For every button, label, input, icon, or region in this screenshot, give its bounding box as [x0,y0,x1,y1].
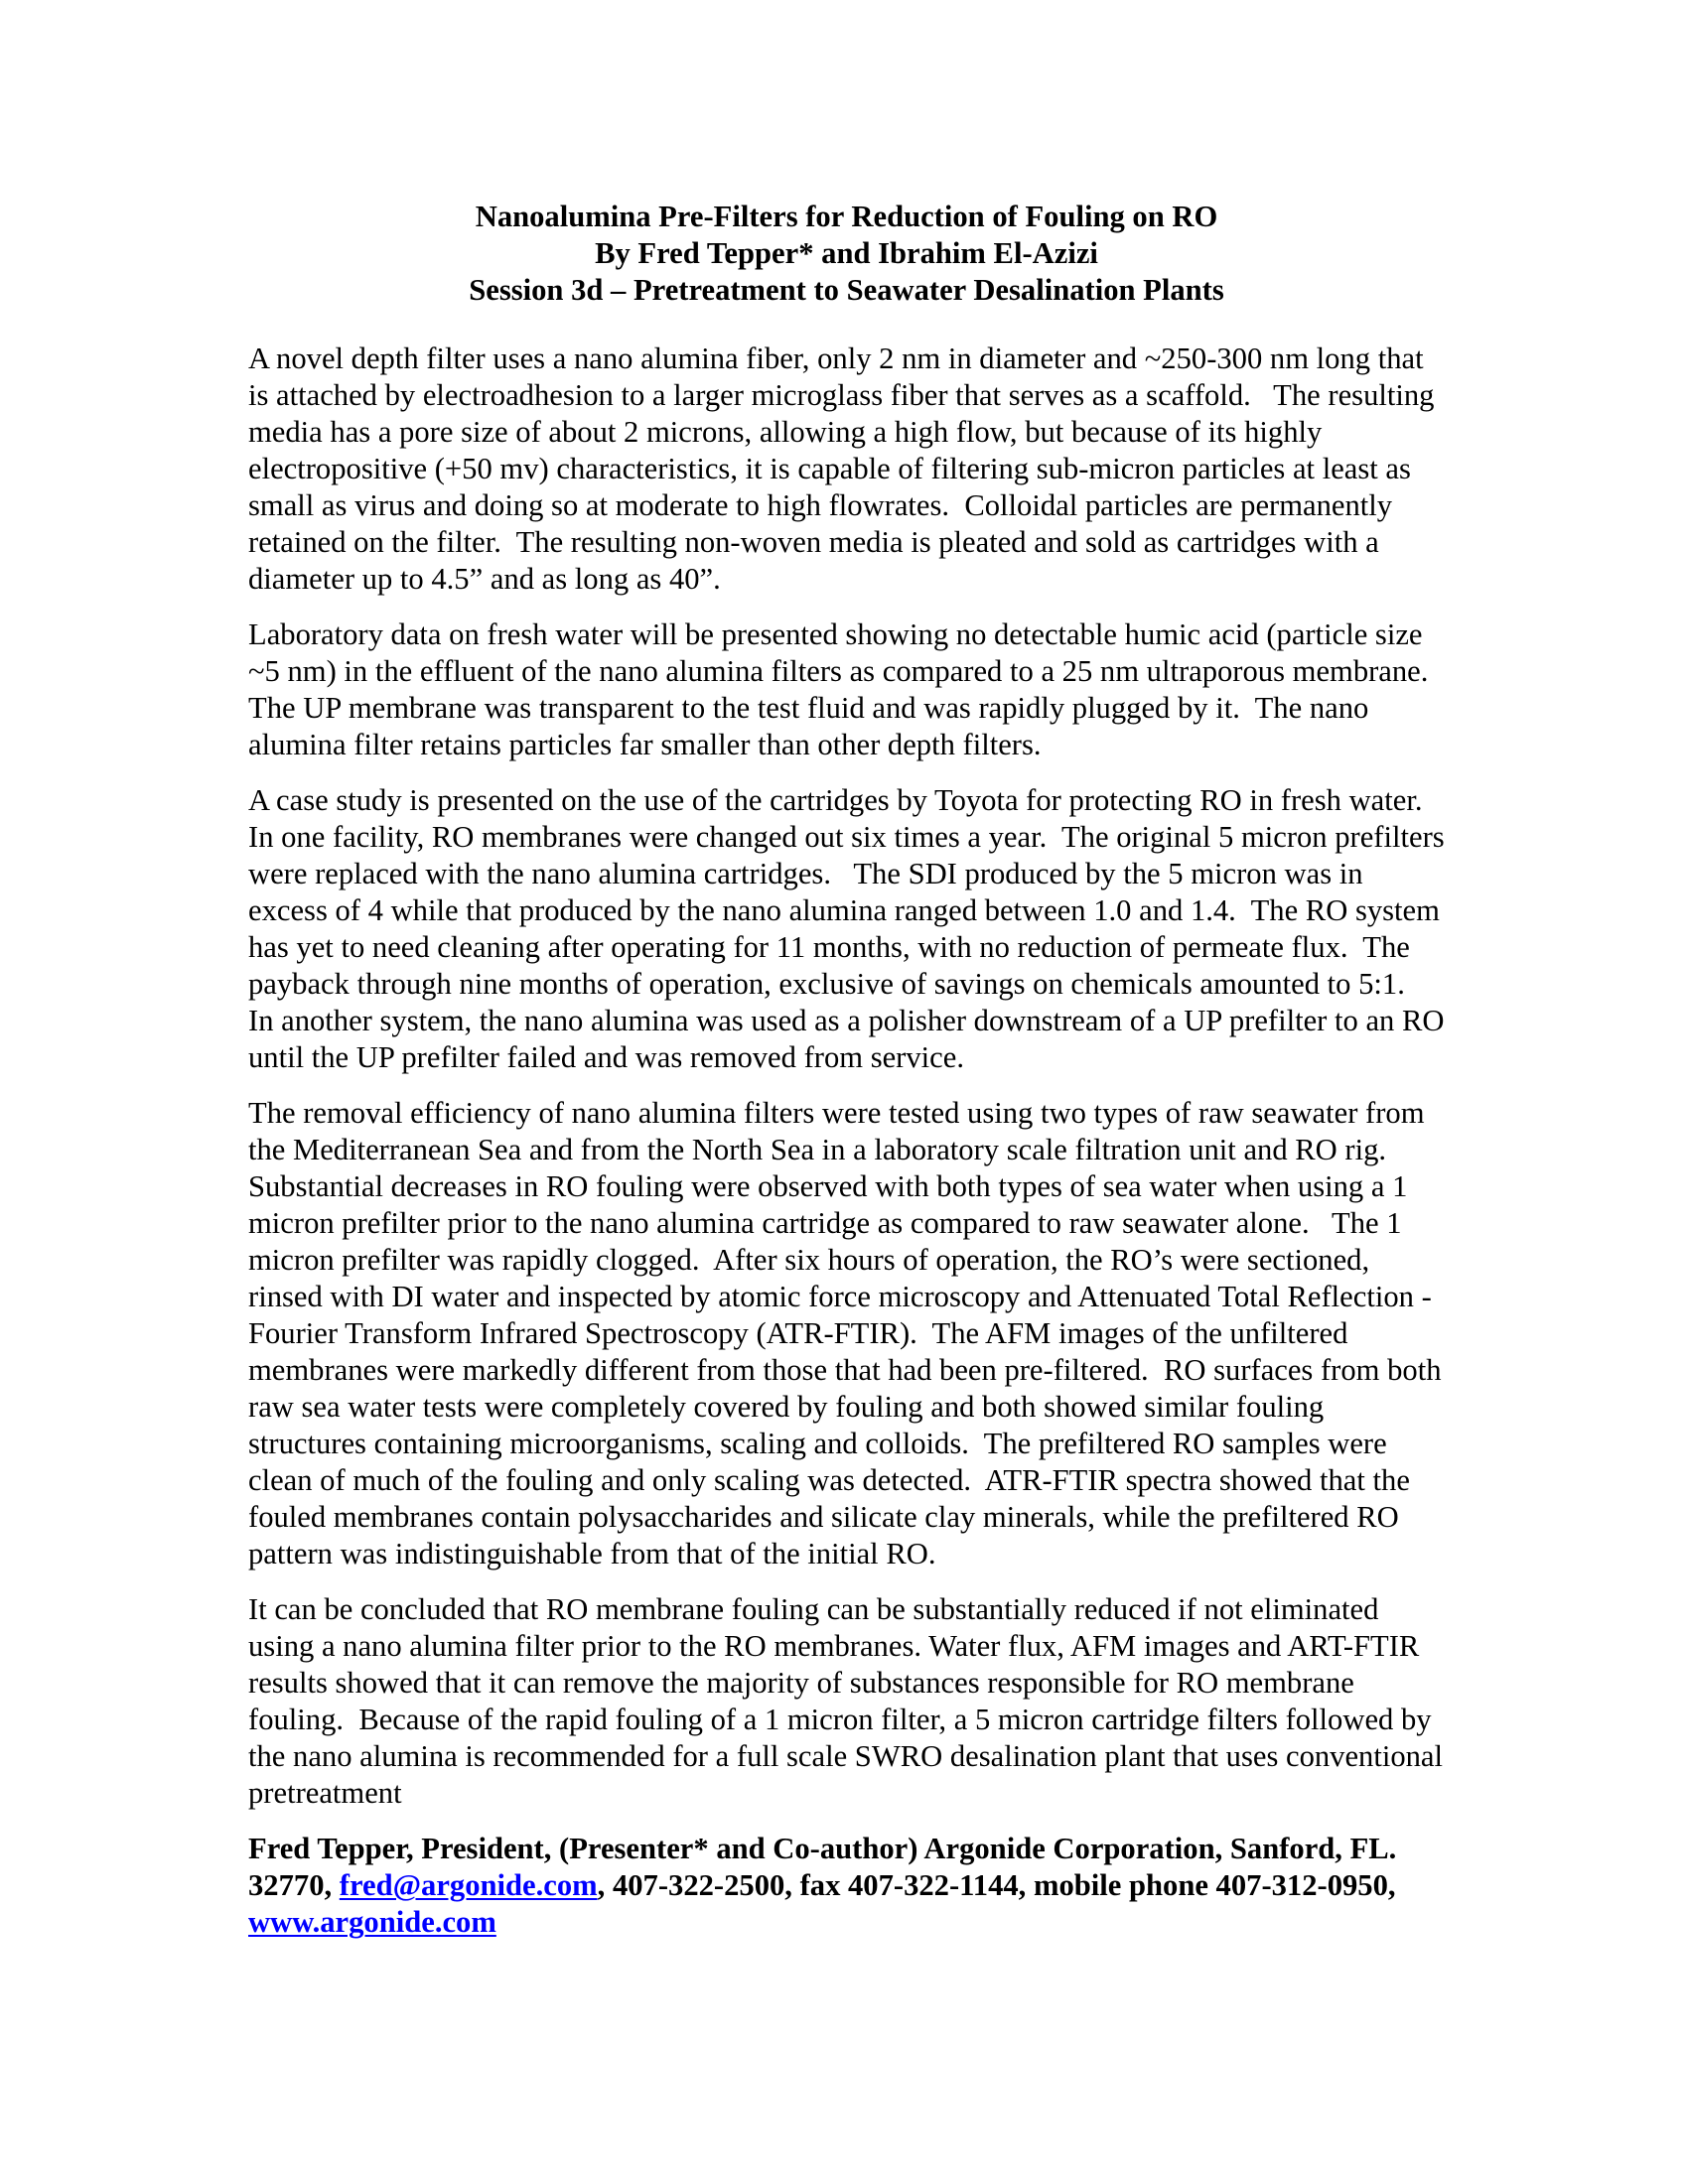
document-header [248,199,1445,309]
paragraph-lab-data: Laboratory data on fresh water will be presented showing no detectable humic acid (particle size ~5 nm) in the effluent of the nano alumina filters as compared to a 25 nm ultraporous membrane. The UP membrane was transparent to the test fluid and was rapidly plugged by it. The nano alumina filter retains particles far smaller than other depth filters. [248,617,1444,761]
contact-text-after-email: , 407-322-2500, fax 407-322-1144, mobile phone 407-312-0950, [597,1868,1404,1902]
paragraph-seawater-tests: The removal efficiency of nano alumina filters were tested using two types of raw seawater from the Mediterranean Sea and from the North Sea in a laboratory scale filtration unit and RO rig. Substantial decreases in RO fouling were observed with both types of sea water when using a 1 micron prefilter prior to the nano alumina cartridge as compared to raw seawater alone. The 1 micron prefilter was rapidly clogged. After six hours of operation, the RO’s were sectioned, rinsed with DI water and inspected by atomic force microscopy and Attenuated Total Reflection - Fourier Transform Infrared Spectroscopy (ATR-FTIR). The AFM images of the unfiltered membranes were markedly different from those that had been pre-filtered. RO surfaces from both raw sea water tests were completely covered by fouling and both showed similar fouling structures containing microorganisms, scaling and colloids. The prefiltered RO samples were clean of much of the fouling and only scaling was detected. ATR-FTIR spectra showed that the fouled membranes contain polysaccharides and silicate clay minerals, while the prefiltered RO pattern was indistinguishable from that of the initial RO. [248,1096,1450,1570]
document-session: Session 3d – Pretreatment to Seawater Desalination Plants [469,273,1224,307]
contact-block [248,1831,1445,1941]
paragraph-filter-description: A novel depth filter uses a nano alumina fiber, only 2 nm in diameter and ~250-300 nm long that is attached by electroadhesion to a larger microglass fiber that serves as a scaffold. The resulting media has a pore size of about 2 microns, allowing a high flow, but because of its highly electropositive (+50 mv) characteristics, it is capable of filtering sub-micron particles at least as small as virus and doing so at moderate to high flowrates. Colloidal particles are permanently retained on the filter. The resulting non-woven media is pleated and sold as cartridges with a diameter up to 4.5” and as long as 40”. [248,341,1443,596]
paragraph-conclusion: It can be concluded that RO membrane fouling can be substantially reduced if not eliminated using a nano alumina filter prior to the RO membranes. Water flux, AFM images and ART-FTIR results showed that it can remove the majority of substances responsible for RO membrane fouling. Because of the rapid fouling of a 1 micron filter, a 5 micron cartridge filters followed by the nano alumina is recommended for a full scale SWRO desalination plant that uses conventional pretreatment [248,1592,1451,1810]
abstract-body [248,341,1453,1941]
email-link[interactable]: fred@argonide.com [339,1868,598,1902]
document-title: Nanoalumina Pre-Filters for Reduction of Fouling on RO [475,200,1218,233]
paragraph-case-study: A case study is presented on the use of the cartridges by Toyota for protecting RO in fresh water. In one facility, RO membranes were changed out six times a year. The original 5 micron prefilters were replaced with the nano alumina cartridges. The SDI produced by the 5 micron was in excess of 4 while that produced by the nano alumina ranged between 1.0 and 1.4. The RO system has yet to need cleaning after operating for 11 months, with no reduction of permeate flux. The payback through nine months of operation, exclusive of savings on chemicals amounted to 5:1. In another system, the nano alumina was used as a polisher downstream of a UP prefilter to an RO until the UP prefilter failed and was removed from service. [248,783,1453,1074]
contact-text-before-email: Fred Tepper, President, (Presenter* and Co-author) Argonide Corporation, Sanford, FL. 32770, [248,1832,1404,1902]
website-link[interactable]: www.argonide.com [248,1905,496,1939]
document-byline: By Fred Tepper* and Ibrahim El-Azizi [595,236,1098,270]
